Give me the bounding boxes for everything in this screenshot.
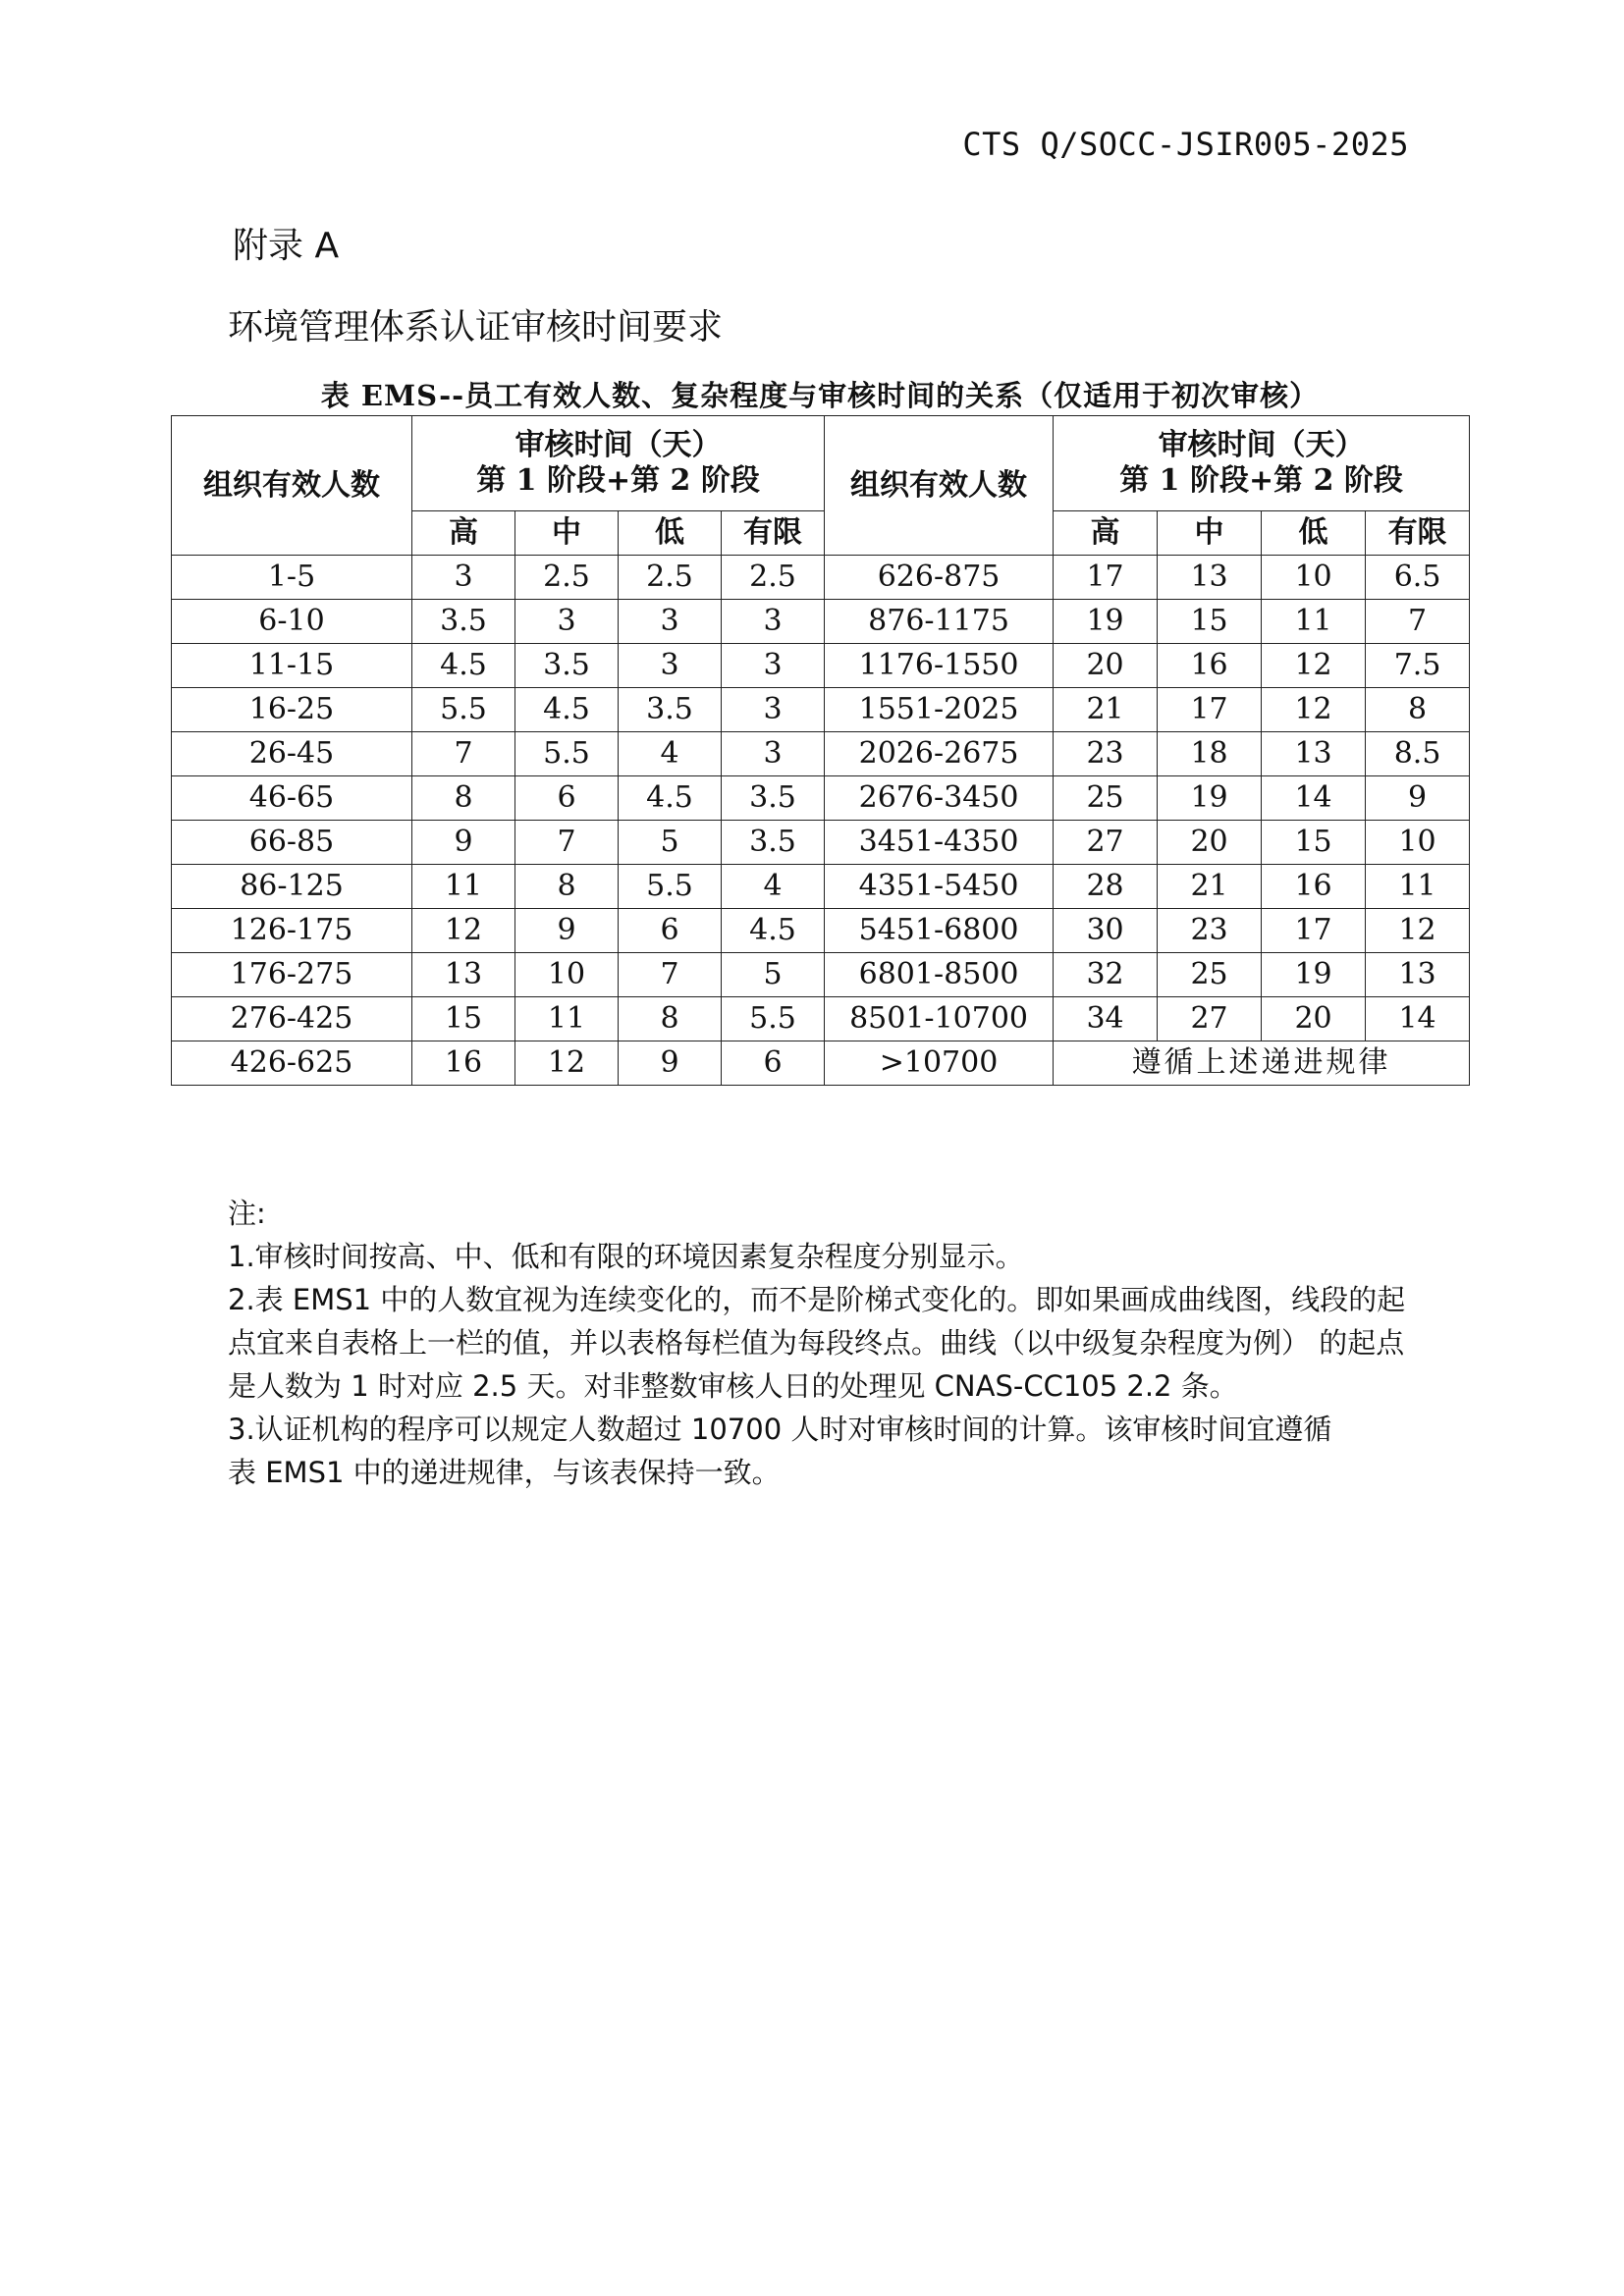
time-value-cell: 3 [722,644,825,688]
time-value-cell: 10 [1366,821,1470,865]
time-value-cell: 5 [619,821,722,865]
time-value-cell: 4.5 [515,688,619,732]
time-value-cell: 4 [722,865,825,909]
level-header: 中 [515,511,619,556]
time-value-cell: 21 [1054,688,1158,732]
table-row [172,1041,1470,1086]
people-range-cell: 426-625 [172,1041,412,1086]
time-value-cell: 16 [412,1041,515,1086]
people-range-cell: 276-425 [172,997,412,1041]
time-value-cell: 3.5 [515,644,619,688]
time-value-cell: 14 [1366,997,1470,1041]
time-value-cell: 3.5 [722,821,825,865]
time-value-cell: 21 [1158,865,1262,909]
table-body [172,556,1470,1086]
time-value-cell: 7 [515,821,619,865]
note-item: 2.表 EMS1 中的人数宜视为连续变化的，而不是阶梯式变化的。即如果画成曲线图，线段的起点宜来自表格上一栏的值，并以表格每栏值为每段终点。曲线（以中级复杂程度为例） 的起点是人数为 1 时对应 2.5 天。对非整数审核人日的处理见 CNAS-CC105 2.2 条。 [228,1283,1406,1403]
progression-note-cell: 遵循上述递进规律 [1054,1041,1470,1086]
people-range-cell: 26-45 [172,732,412,776]
time-value-cell: 16 [1262,865,1366,909]
time-value-cell: 3 [619,644,722,688]
people-range-cell: 86-125 [172,865,412,909]
time-value-cell: 3 [722,600,825,644]
time-value-cell: 13 [1158,556,1262,600]
time-value-cell: 12 [1366,909,1470,953]
level-header: 高 [1054,511,1158,556]
time-value-cell: 4.5 [412,644,515,688]
section-title: 环境管理体系认证审核时间要求 [228,307,724,347]
time-value-cell: 10 [515,953,619,997]
time-value-cell: 15 [1262,821,1366,865]
time-value-cell: 7 [1366,600,1470,644]
people-range-cell: 176-275 [172,953,412,997]
time-value-cell: 5.5 [515,732,619,776]
people-range-cell: 876-1175 [825,600,1054,644]
header-time-right-line2: 第 1 阶段+第 2 阶段 [1119,463,1403,498]
time-value-cell: 13 [412,953,515,997]
time-value-cell: 17 [1262,909,1366,953]
table-row [172,556,1470,600]
table-row [172,821,1470,865]
level-header: 有限 [1366,511,1470,556]
time-value-cell: 28 [1054,865,1158,909]
people-range-cell: 1-5 [172,556,412,600]
header-people-left: 组织有效人数 [172,416,412,556]
header-time-right-line1: 审核时间（天） [1158,428,1365,462]
time-value-cell: 4.5 [722,909,825,953]
time-value-cell: 12 [1262,644,1366,688]
time-value-cell: 17 [1158,688,1262,732]
people-range-cell: 6-10 [172,600,412,644]
people-range-cell: 1176-1550 [825,644,1054,688]
time-value-cell: 12 [515,1041,619,1086]
people-range-cell: 126-175 [172,909,412,953]
time-value-cell: 5.5 [412,688,515,732]
level-header: 低 [619,511,722,556]
time-value-cell: 6.5 [1366,556,1470,600]
people-range-cell: >10700 [825,1041,1054,1086]
time-value-cell: 4 [619,732,722,776]
time-value-cell: 25 [1054,776,1158,821]
time-value-cell: 20 [1054,644,1158,688]
time-value-cell: 3 [412,556,515,600]
people-range-cell: 8501-10700 [825,997,1054,1041]
time-value-cell: 10 [1262,556,1366,600]
time-value-cell: 9 [412,821,515,865]
time-value-cell: 25 [1158,953,1262,997]
time-value-cell: 11 [515,997,619,1041]
time-value-cell: 17 [1054,556,1158,600]
time-value-cell: 3.5 [619,688,722,732]
appendix-label: 附录 A [233,226,340,266]
people-range-cell: 16-25 [172,688,412,732]
table-row [172,997,1470,1041]
note-item: 1.审核时间按高、中、低和有限的环境因素复杂程度分别显示。 [228,1240,1024,1273]
time-value-cell: 20 [1158,821,1262,865]
table-caption: 表 EMS--员工有效人数、复杂程度与审核时间的关系（仅适用于初次审核） [320,379,1320,412]
time-value-cell: 8 [515,865,619,909]
table-row [172,776,1470,821]
time-value-cell: 12 [412,909,515,953]
time-value-cell: 3.5 [722,776,825,821]
table-row [172,644,1470,688]
people-range-cell: 66-85 [172,821,412,865]
header-time-left-line1: 审核时间（天） [514,428,722,462]
audit-time-table [171,415,1470,1086]
time-value-cell: 8 [412,776,515,821]
time-value-cell: 8 [1366,688,1470,732]
people-range-cell: 5451-6800 [825,909,1054,953]
time-value-cell: 8 [619,997,722,1041]
table-row [172,865,1470,909]
time-value-cell: 5.5 [619,865,722,909]
time-value-cell: 16 [1158,644,1262,688]
table-row [172,909,1470,953]
people-range-cell: 3451-4350 [825,821,1054,865]
time-value-cell: 27 [1054,821,1158,865]
time-value-cell: 9 [515,909,619,953]
header-time-left [412,416,825,511]
time-value-cell: 32 [1054,953,1158,997]
people-range-cell: 46-65 [172,776,412,821]
people-range-cell: 1551-2025 [825,688,1054,732]
time-value-cell: 23 [1158,909,1262,953]
time-value-cell: 11 [1262,600,1366,644]
time-value-cell: 30 [1054,909,1158,953]
time-value-cell: 7 [412,732,515,776]
time-value-cell: 15 [412,997,515,1041]
time-value-cell: 19 [1054,600,1158,644]
time-value-cell: 6 [515,776,619,821]
time-value-cell: 3.5 [412,600,515,644]
time-value-cell: 12 [1262,688,1366,732]
notes-title: 注: [228,1197,266,1230]
note-item: 表 EMS1 中的递进规律，与该表保持一致。 [228,1456,781,1489]
time-value-cell: 8.5 [1366,732,1470,776]
people-range-cell: 2676-3450 [825,776,1054,821]
time-value-cell: 27 [1158,997,1262,1041]
time-value-cell: 11 [1366,865,1470,909]
time-value-cell: 34 [1054,997,1158,1041]
table-row [172,953,1470,997]
people-range-cell: 6801-8500 [825,953,1054,997]
time-value-cell: 5 [722,953,825,997]
time-value-cell: 9 [1366,776,1470,821]
time-value-cell: 19 [1262,953,1366,997]
time-value-cell: 14 [1262,776,1366,821]
time-value-cell: 6 [722,1041,825,1086]
time-value-cell: 13 [1366,953,1470,997]
time-value-cell: 2.5 [619,556,722,600]
level-header: 中 [1158,511,1262,556]
time-value-cell: 15 [1158,600,1262,644]
header-people-right: 组织有效人数 [825,416,1054,556]
document-code: CTS Q/SOCC-JSIR005-2025 [962,126,1409,163]
people-range-cell: 11-15 [172,644,412,688]
time-value-cell: 7.5 [1366,644,1470,688]
people-range-cell: 2026-2675 [825,732,1054,776]
time-value-cell: 18 [1158,732,1262,776]
time-value-cell: 13 [1262,732,1366,776]
time-value-cell: 2.5 [515,556,619,600]
time-value-cell: 3 [722,732,825,776]
time-value-cell: 5.5 [722,997,825,1041]
note-item: 3.认证机构的程序可以规定人数超过 10700 人时对审核时间的计算。该审核时间宜遵循 [228,1413,1332,1446]
time-value-cell: 3 [619,600,722,644]
time-value-cell: 9 [619,1041,722,1086]
header-time-left-line2: 第 1 阶段+第 2 阶段 [476,463,760,498]
time-value-cell: 7 [619,953,722,997]
table-row [172,688,1470,732]
level-header: 有限 [722,511,825,556]
time-value-cell: 2.5 [722,556,825,600]
notes-section [228,1192,1426,1494]
time-value-cell: 3 [515,600,619,644]
table-row [172,732,1470,776]
people-range-cell: 626-875 [825,556,1054,600]
time-value-cell: 11 [412,865,515,909]
header-time-right [1054,416,1470,511]
time-value-cell: 19 [1158,776,1262,821]
level-header: 高 [412,511,515,556]
time-value-cell: 6 [619,909,722,953]
time-value-cell: 23 [1054,732,1158,776]
table-row [172,600,1470,644]
people-range-cell: 4351-5450 [825,865,1054,909]
time-value-cell: 3 [722,688,825,732]
time-value-cell: 4.5 [619,776,722,821]
table-header [172,416,1470,556]
time-value-cell: 20 [1262,997,1366,1041]
level-header: 低 [1262,511,1366,556]
